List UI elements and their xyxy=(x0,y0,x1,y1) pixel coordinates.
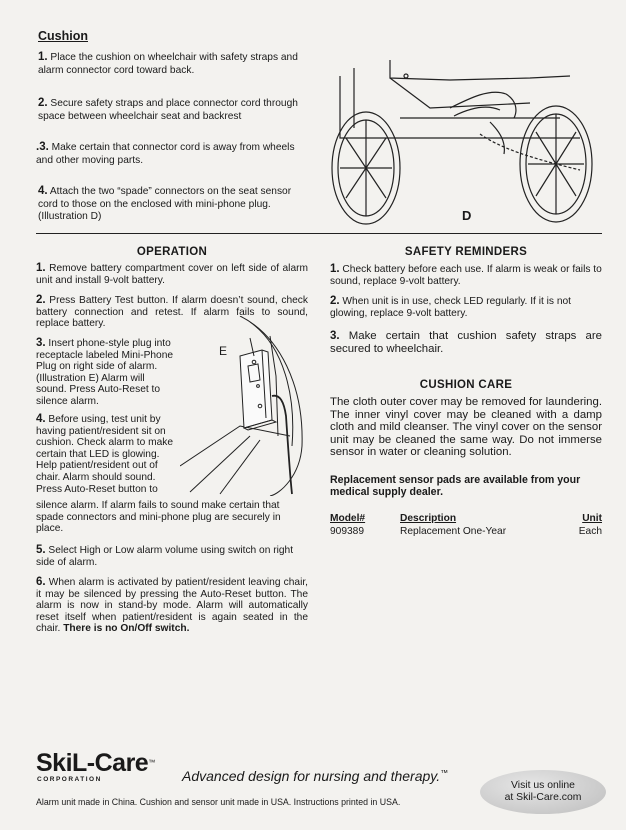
operation-p1: 1. Remove battery compartment cover on left side of alarm unit and install 9-volt battery. xyxy=(36,262,308,286)
operation-p4-continued: silence alarm. If alarm fails to sound make certain that spade connectors and mini-phone plug are securely in place. xyxy=(36,500,281,535)
cushion-step-1: 1. Place the cushion on wheelchair with safety straps and alarm connector cord toward back. xyxy=(38,51,298,76)
col-model: Model# xyxy=(330,513,366,524)
alarm-unit-illustration-e xyxy=(180,316,308,496)
care-text: The cloth outer cover may be removed for laundering. The inner vinyl cover may be cleaned with a damp cloth and mild cleanser. The vinyl cover on the sensor unit may be cleaned the same way. Do not immerse sensor in water or cleaning solution. xyxy=(330,396,602,459)
illustration-d-label: D xyxy=(462,208,472,223)
illustration-e-label: E xyxy=(219,344,228,358)
tagline: Advanced design for nursing and therapy.™ xyxy=(182,768,449,784)
cushion-step-2: 2. Secure safety straps and place connector cord through space between wheelchair seat and backrest xyxy=(38,97,298,122)
operation-p6: 6. When alarm is activated by patient/resident leaving chair, it may be silenced by pressing the Auto-Reset button. The alarm is now in stand-by mode. Alarm will automatically reset itself when patient/resident is again seated in the chair. There is no On/Off switch. xyxy=(36,576,308,635)
care-title: CUSHION CARE xyxy=(419,379,513,391)
operation-p5: 5. Select High or Low alarm volume using switch on right side of alarm. xyxy=(36,544,294,568)
logo-corporation: CORPORATION xyxy=(37,776,102,783)
col-unit: Unit xyxy=(582,513,602,524)
manufacturing-footer: Alarm unit made in China. Cushion and sensor unit made in USA. Instructions printed in USA. xyxy=(36,797,401,807)
wheelchair-illustration-d xyxy=(330,58,602,228)
models-table xyxy=(330,513,602,537)
cushion-title: Cushion xyxy=(38,29,88,43)
skil-care-logo: SkiL-Care™ xyxy=(36,749,156,777)
cushion-step-3: .3. Make certain that connector cord is away from wheels and other moving parts. xyxy=(36,141,295,166)
safety-p3: 3. Make certain that cushion safety straps are secured to wheelchair. xyxy=(330,330,602,355)
operation-title: OPERATION xyxy=(136,246,208,258)
table-row xyxy=(330,526,602,537)
model-cell: 909389 xyxy=(330,526,364,537)
unit-cell: Each xyxy=(578,526,602,537)
col-description: Description xyxy=(400,513,457,524)
operation-p4: 4. Before using, test unit by having patient/resident sit on cushion. Check alarm to make certain that LED is glowing. Help patient/resident out of chair. Alarm should sound. Press Auto-Reset button to xyxy=(36,413,174,495)
safety-p1: 1. Check battery before each use. If alarm is weak or fails to sound, replace 9-volt battery. xyxy=(330,263,602,287)
operation-p2: 2. Press Battery Test button. If alarm doesn’t sound, check battery connection and retest. If alarm fails to sound, replace battery. xyxy=(36,294,308,330)
cushion-step-4: 4. Attach the two “spade” connectors on the seat sensor cord to those on the enclosed with mini-phone plug. (Illustration D) xyxy=(38,185,292,223)
description-cell: Replacement One-Year xyxy=(400,526,507,537)
replacement-note: Replacement sensor pads are available from your medical supply dealer. xyxy=(330,474,581,499)
section-divider xyxy=(36,233,602,234)
models-header-row xyxy=(330,513,602,526)
operation-p3: 3. Insert phone-style plug into receptacle labeled Mini-Phone Plug on right side of alarm. (Illustration E) Alarm will sound. Press Auto-Reset to silence alarm. xyxy=(36,337,174,407)
safety-p2: 2. When unit is in use, check LED regularly. If it is not glowing, replace 9-volt battery. xyxy=(330,295,571,319)
website-badge: Visit us online at Skil-Care.com xyxy=(480,770,606,814)
safety-title: SAFETY REMINDERS xyxy=(404,246,528,258)
